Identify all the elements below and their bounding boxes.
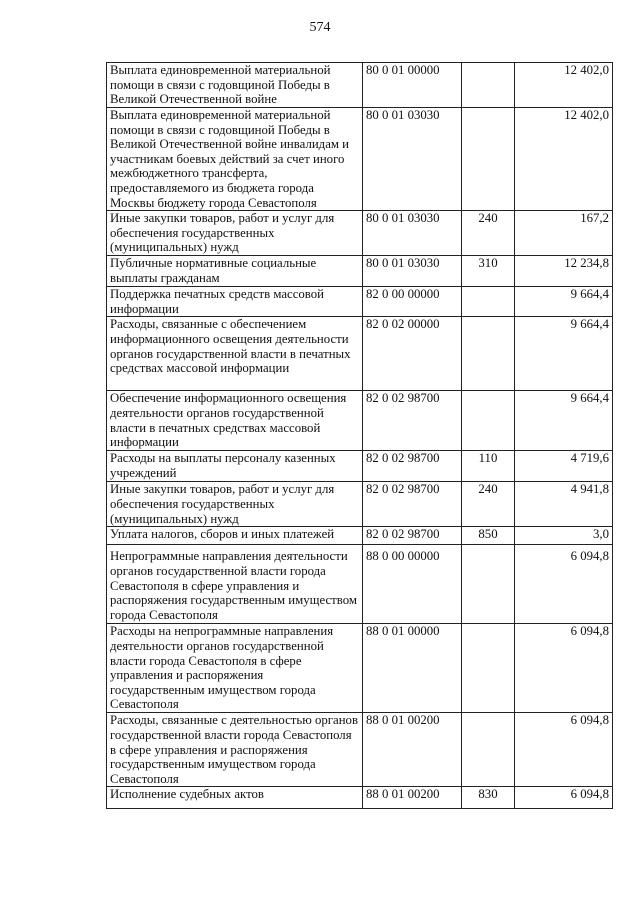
amount-cell: 3,0	[515, 527, 613, 545]
table-row	[107, 108, 613, 211]
expense-type-cell: 240	[462, 482, 515, 527]
amount-cell: 12 234,8	[515, 256, 613, 287]
target-article-code-cell: 82 0 02 00000	[363, 317, 462, 391]
table-row	[107, 317, 613, 391]
table-row	[107, 713, 613, 787]
expense-name-cell: Расходы на выплаты персоналу казенных учреждений	[107, 451, 363, 482]
expense-name-cell: Уплата налогов, сборов и иных платежей	[107, 527, 363, 545]
expense-type-cell: 110	[462, 451, 515, 482]
expense-type-cell: 850	[462, 527, 515, 545]
expense-type-cell: 830	[462, 787, 515, 809]
table-row	[107, 545, 613, 624]
expense-name-cell: Расходы на непрограммные направления деятельности органов государственной власти города Севастополя в сфере управления и распоряжения государственным имуществом города Севастополя	[107, 624, 363, 713]
expense-type-cell: 240	[462, 211, 515, 256]
table-row	[107, 624, 613, 713]
expense-type-cell	[462, 391, 515, 451]
table-row	[107, 391, 613, 451]
amount-cell: 9 664,4	[515, 287, 613, 317]
amount-cell: 12 402,0	[515, 63, 613, 108]
expense-type-cell	[462, 545, 515, 624]
target-article-code-cell: 82 0 00 00000	[363, 287, 462, 317]
expense-name-cell: Непрограммные направления деятельности органов государственной власти города Севастополя в сфере управления и распоряжения государственным имуществом города Севастополя	[107, 545, 363, 624]
amount-cell: 167,2	[515, 211, 613, 256]
expense-name-cell: Поддержка печатных средств массовой информации	[107, 287, 363, 317]
expense-type-cell: 310	[462, 256, 515, 287]
expense-name-cell: Обеспечение информационного освещения деятельности органов государственной власти в печатных средствах массовой информации	[107, 391, 363, 451]
amount-cell: 9 664,4	[515, 317, 613, 391]
expense-name-cell: Исполнение судебных актов	[107, 787, 363, 809]
target-article-code-cell: 82 0 02 98700	[363, 451, 462, 482]
amount-cell: 6 094,8	[515, 713, 613, 787]
expense-name-cell: Выплата единовременной материальной помощи в связи с годовщиной Победы в Великой Отечественной войне	[107, 63, 363, 108]
expense-name-cell: Расходы, связанные с обеспечением информационного освещения деятельности органов государственной власти в печатных средствах массовой информации	[107, 317, 363, 391]
target-article-code-cell: 82 0 02 98700	[363, 391, 462, 451]
target-article-code-cell: 80 0 01 03030	[363, 256, 462, 287]
table-row	[107, 787, 613, 809]
target-article-code-cell: 88 0 01 00200	[363, 713, 462, 787]
table-row	[107, 63, 613, 108]
expense-type-cell	[462, 108, 515, 211]
expense-type-cell	[462, 317, 515, 391]
table-row	[107, 527, 613, 545]
table-row	[107, 256, 613, 287]
amount-cell: 6 094,8	[515, 787, 613, 809]
page-number: 574	[309, 20, 331, 35]
amount-cell: 4 941,8	[515, 482, 613, 527]
expense-name-cell: Публичные нормативные социальные выплаты гражданам	[107, 256, 363, 287]
target-article-code-cell: 82 0 02 98700	[363, 527, 462, 545]
expense-type-cell	[462, 713, 515, 787]
budget-table	[106, 62, 613, 809]
table-row	[107, 287, 613, 317]
target-article-code-cell: 82 0 02 98700	[363, 482, 462, 527]
expense-name-cell: Выплата единовременной материальной помощи в связи с годовщиной Победы в Великой Отечественной войне инвалидам и участникам боевых действий за счет иного межбюджетного трансферта, предоставляемого из бюджета города Москвы бюджету города Севастополя	[107, 108, 363, 211]
amount-cell: 6 094,8	[515, 545, 613, 624]
amount-cell: 6 094,8	[515, 624, 613, 713]
target-article-code-cell: 88 0 00 00000	[363, 545, 462, 624]
target-article-code-cell: 80 0 01 03030	[363, 211, 462, 256]
expense-name-cell: Иные закупки товаров, работ и услуг для обеспечения государственных (муниципальных) нужд	[107, 482, 363, 527]
table-row	[107, 451, 613, 482]
target-article-code-cell: 80 0 01 03030	[363, 108, 462, 211]
table-row	[107, 482, 613, 527]
expense-name-cell: Расходы, связанные с деятельностью органов государственной власти города Севастополя в сфере управления и распоряжения государственным имуществом города Севастополя	[107, 713, 363, 787]
table-row	[107, 211, 613, 256]
target-article-code-cell: 80 0 01 00000	[363, 63, 462, 108]
expense-name-cell: Иные закупки товаров, работ и услуг для обеспечения государственных (муниципальных) нужд	[107, 211, 363, 256]
amount-cell: 4 719,6	[515, 451, 613, 482]
target-article-code-cell: 88 0 01 00200	[363, 787, 462, 809]
amount-cell: 12 402,0	[515, 108, 613, 211]
amount-cell: 9 664,4	[515, 391, 613, 451]
expense-type-cell	[462, 287, 515, 317]
target-article-code-cell: 88 0 01 00000	[363, 624, 462, 713]
expense-type-cell	[462, 624, 515, 713]
expense-type-cell	[462, 63, 515, 108]
